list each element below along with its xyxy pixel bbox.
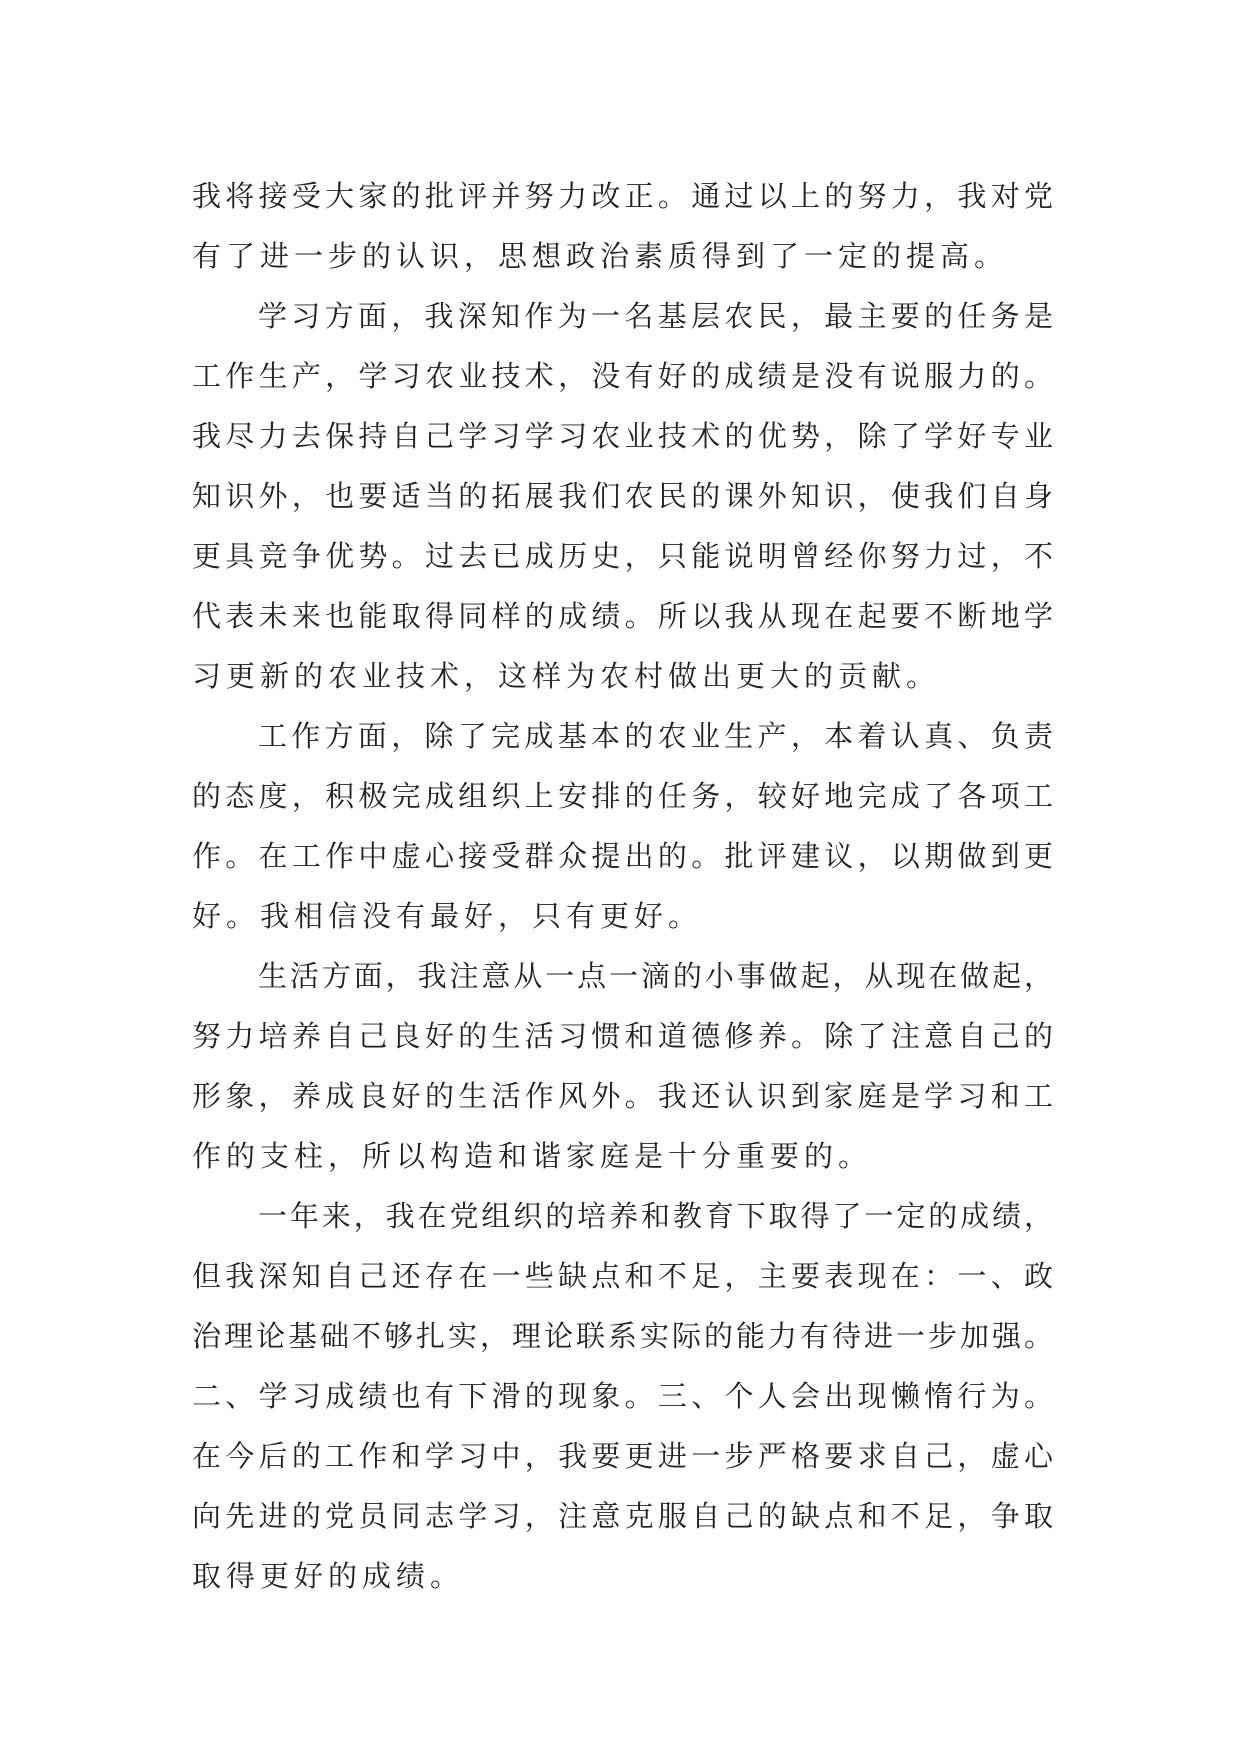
paragraph-4-line-2: 努力培养自己良好的生活习惯和道德修养。除了注意自己的 <box>192 1019 1054 1053</box>
paragraph-5-line-4: 二、学习成绩也有下滑的现象。三、个人会出现懒惰行为。 <box>192 1379 1054 1413</box>
document-body <box>192 166 1054 1606</box>
paragraph-3-line-2: 的态度，积极完成组织上安排的任务，较好地完成了各项工 <box>192 779 1054 813</box>
paragraph-2-line-6: 代表未来也能取得同样的成绩。所以我从现在起要不断地学 <box>192 599 1054 633</box>
paragraph-4-line-4: 作的支柱，所以构造和谐家庭是十分重要的。 <box>192 1139 873 1173</box>
paragraph-2-line-1: 学习方面，我深知作为一名基层农民，最主要的任务是 <box>258 299 1054 333</box>
paragraph-2-line-2: 工作生产，学习农业技术，没有好的成绩是没有说服力的。 <box>192 359 1054 393</box>
paragraph-5-line-6: 向先进的党员同志学习，注意克服自己的缺点和不足，争取 <box>192 1499 1054 1533</box>
paragraph-4-line-1: 生活方面，我注意从一点一滴的小事做起，从现在做起， <box>258 959 1054 993</box>
paragraph-3-line-3: 作。在工作中虚心接受群众提出的。批评建议，以期做到更 <box>192 839 1054 873</box>
paragraph-1-line-1: 我将接受大家的批评并努力改正。通过以上的努力，我对党 <box>192 179 1054 213</box>
paragraph-3-line-4: 好。我相信没有最好，只有更好。 <box>192 899 703 933</box>
paragraph-2-line-7: 习更新的农业技术，这样为农村做出更大的贡献。 <box>192 659 941 693</box>
paragraph-4-line-3: 形象，养成良好的生活作风外。我还认识到家庭是学习和工 <box>192 1079 1054 1113</box>
paragraph-1-line-2: 有了进一步的认识，思想政治素质得到了一定的提高。 <box>192 239 1009 273</box>
paragraph-2-line-4: 知识外，也要适当的拓展我们农民的课外知识，使我们自身 <box>192 479 1054 513</box>
paragraph-5-line-7: 取得更好的成绩。 <box>192 1559 465 1593</box>
paragraph-5-line-5: 在今后的工作和学习中，我要更进一步严格要求自己，虚心 <box>192 1439 1054 1473</box>
paragraph-2-line-5: 更具竞争优势。过去已成历史，只能说明曾经你努力过，不 <box>192 539 1054 573</box>
paragraph-2-line-3: 我尽力去保持自己学习学习农业技术的优势，除了学好专业 <box>192 419 1054 453</box>
paragraph-5-line-1: 一年来，我在党组织的培养和教育下取得了一定的成绩， <box>258 1199 1054 1233</box>
paragraph-5-line-3: 治理论基础不够扎实，理论联系实际的能力有待进一步加强。 <box>192 1319 1054 1353</box>
paragraph-5-line-2: 但我深知自己还存在一些缺点和不足，主要表现在：一、政 <box>192 1259 1054 1293</box>
paragraph-3-line-1: 工作方面，除了完成基本的农业生产，本着认真、负责 <box>258 719 1054 753</box>
